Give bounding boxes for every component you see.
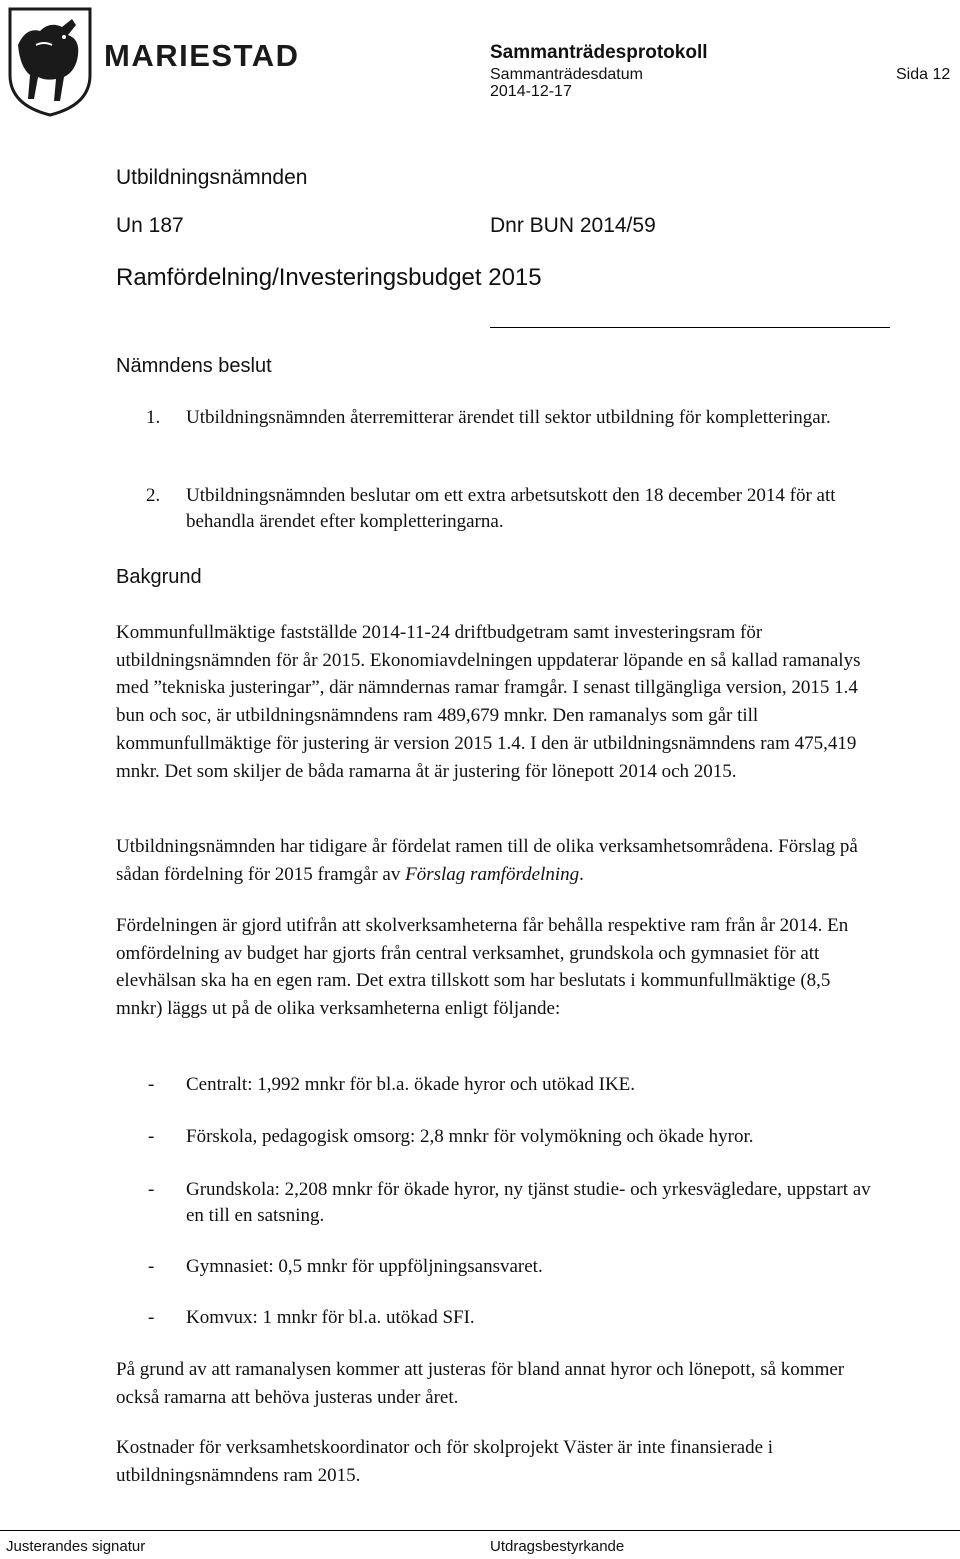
paragraph-text: Utbildningsnämnden har tidigare år fördelat ramen till de olika verksamhetsområdena. Förslag på sådan fördelning för 2015 framgår av <box>116 836 858 885</box>
list-item-text: Gymnasiet: 0,5 mnkr för uppföljningsansvaret. <box>186 1256 543 1277</box>
background-heading: Bakgrund <box>116 566 202 588</box>
list-dash: - <box>148 1256 155 1277</box>
list-item <box>148 1124 888 1150</box>
document-reference: Förslag ramfördelning <box>405 863 580 885</box>
diary-number: Dnr BUN 2014/59 <box>490 214 656 237</box>
footer-divider <box>0 1530 960 1531</box>
meeting-date-label: Sammanträdesdatum <box>490 66 643 83</box>
list-dash: - <box>148 1126 155 1147</box>
list-item-text: Komvux: 1 mnkr för bl.a. utökad SFI. <box>186 1307 475 1328</box>
committee-name: Utbildningsnämnden <box>116 166 308 189</box>
background-paragraph: Fördelningen är gjord utifrån att skolverksamheterna får behålla respektive ram från år 2014. En omfördelning av budget har gjorts från central verksamhet, grundskola och gymnasiet för att elevhälsan ska ha en egen ram. Det extra tillskott som har beslutats i kommunfullmäktige (8,5 mnkr) läggs ut på de olika verksamheterna enligt följande: <box>116 915 849 1020</box>
document-type: Sammanträdesprotokoll <box>490 42 708 63</box>
decision-item <box>146 405 866 431</box>
list-item <box>148 1072 888 1098</box>
list-item <box>148 1254 888 1280</box>
extract-certification-label: Utdragsbestyrkande <box>490 1538 625 1555</box>
list-item-text: Grundskola: 2,208 mnkr för ökade hyror, ny tjänst studie- och yrkesvägledare, uppstart av en till en satsning. <box>186 1179 871 1226</box>
case-title: Ramfördelning/Investeringsbudget 2015 <box>116 264 542 291</box>
paragraph-end: . <box>579 863 584 885</box>
list-dash: - <box>148 1307 155 1328</box>
decision-heading: Nämndens beslut <box>116 355 272 377</box>
background-paragraph: Kostnader för verksamhetskoordinator och för skolprojekt Väster är inte finansierade i utbildningsnämndens ram 2015. <box>116 1437 774 1486</box>
background-paragraph: Kommunfullmäktige fastställde 2014-11-24 driftbudgetram samt investeringsram för utbildningsnämnden för år 2015. Ekonomiavdelningen uppdaterar löpande en så kallad ramanalys med ”tekniska justeringar”, där nämndernas ramar framgår. I senast tillgängliga version, 2015 1.4 bun och soc, är utbildningsnämndens ram 489,679 mnkr. Den ramanalys som går till kommunfullmäktige för justering är version 2015 1.4. I den är utbildningsnämndens ram 475,419 mnkr. Det som skiljer de båda ramarna åt är justering för lönepott 2014 och 2015. <box>116 622 861 782</box>
list-item-text: Förskola, pedagogisk omsorg: 2,8 mnkr för volymökning och ökade hyror. <box>186 1126 754 1147</box>
page-number: Sida 12 <box>896 66 951 83</box>
decision-item-text: Utbildningsnämnden återremitterar ärendet till sektor utbildning för kompletteringar. <box>186 407 831 428</box>
title-divider <box>490 327 890 328</box>
list-item-text: Centralt: 1,992 mnkr för bl.a. ökade hyror och utökad IKE. <box>186 1074 636 1095</box>
decision-item-number: 1. <box>146 407 161 428</box>
decision-item-number: 2. <box>146 485 161 506</box>
decision-item <box>146 483 866 535</box>
background-paragraph <box>116 833 876 888</box>
mariestad-logo-icon <box>6 5 94 117</box>
case-id: Un 187 <box>116 214 184 237</box>
list-dash: - <box>148 1179 155 1200</box>
background-paragraph: På grund av att ramanalysen kommer att justeras för bland annat hyror och lönepott, så kommer också ramarna att behöva justeras under året. <box>116 1359 845 1408</box>
list-dash: - <box>148 1074 155 1095</box>
meeting-date: 2014-12-17 <box>490 83 572 100</box>
logo-wordmark: MARIESTAD <box>104 38 300 73</box>
list-item <box>148 1177 888 1229</box>
signature-label: Justerandes signatur <box>6 1538 146 1555</box>
list-item <box>148 1305 888 1331</box>
decision-item-text: Utbildningsnämnden beslutar om ett extra arbetsutskott den 18 december 2014 för att behandla ärendet efter kompletteringarna. <box>186 485 836 532</box>
